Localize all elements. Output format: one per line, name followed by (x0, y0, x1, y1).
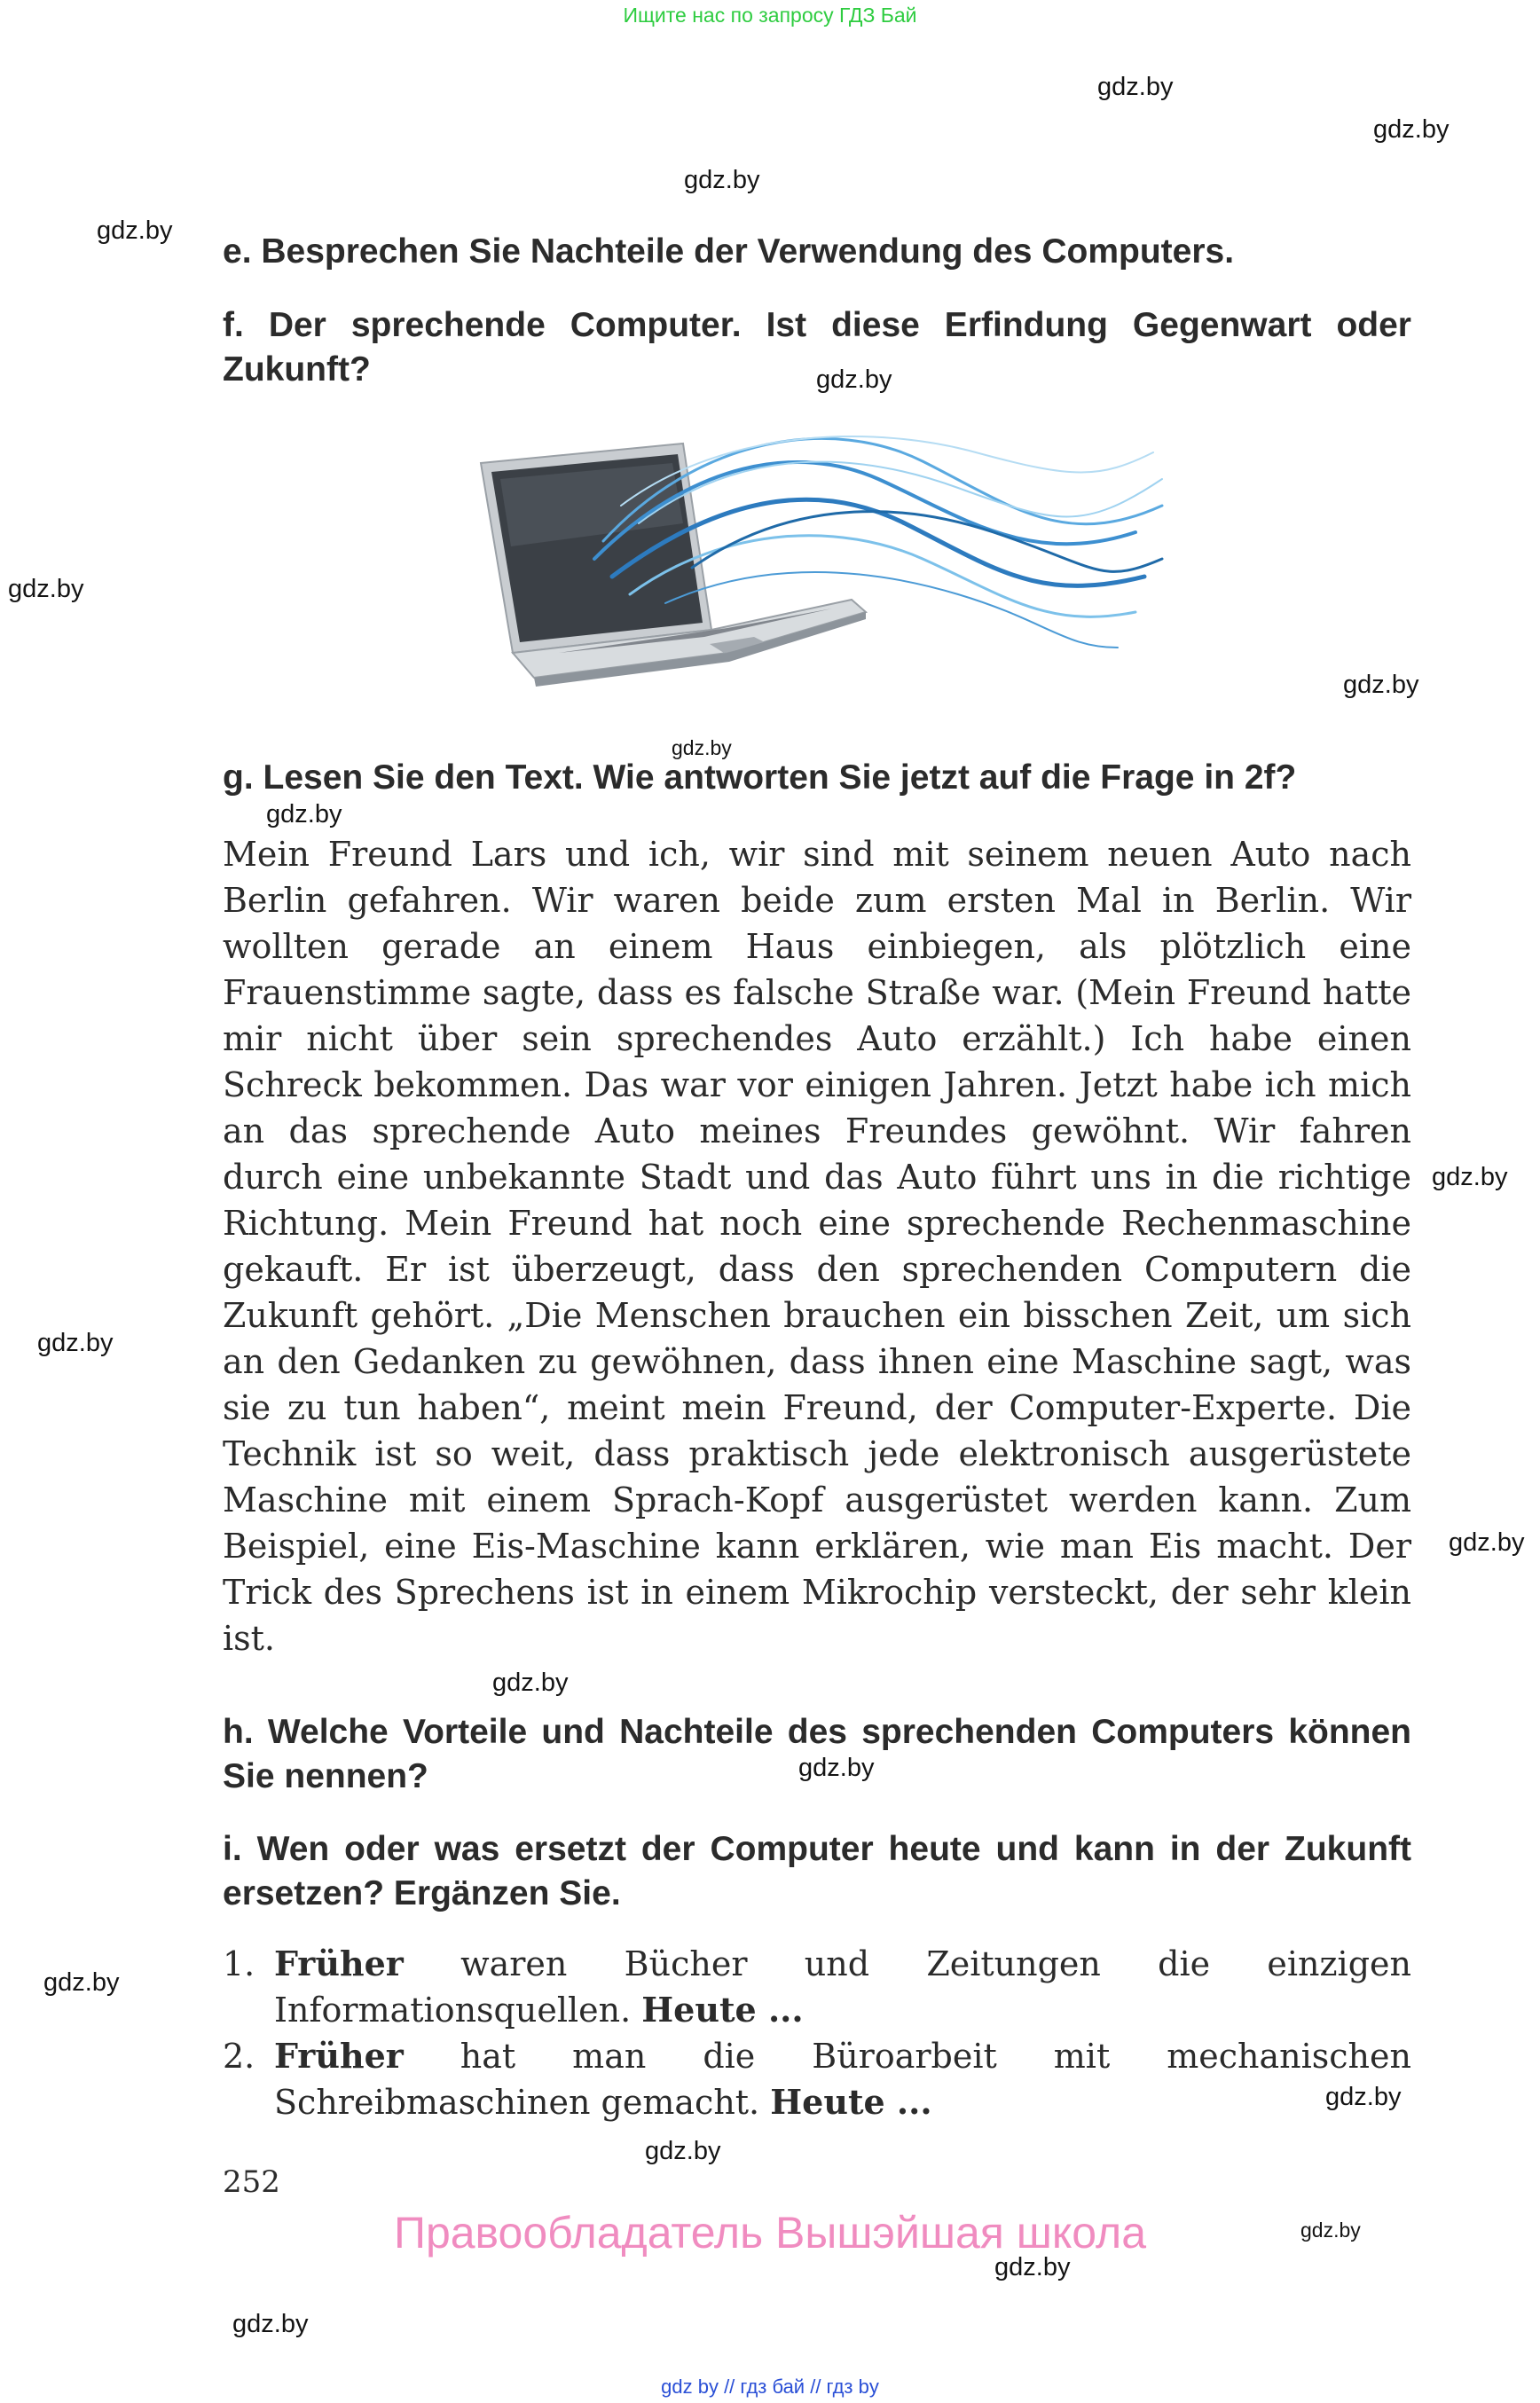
list-item (223, 2033, 1411, 2125)
watermark: gdz.by (994, 2253, 1071, 2281)
list-keyword: Heute ... (770, 2082, 932, 2122)
watermark: gdz.by (1300, 2218, 1361, 2242)
watermark: gdz.by (672, 736, 732, 759)
laptop-illustration (461, 426, 1171, 692)
list-number: 1. (223, 1944, 255, 1983)
heading-e: e. Besprechen Sie Nachteile der Verwendung des Computers. (223, 232, 1235, 271)
list-number: 2. (223, 2037, 255, 2076)
watermark: gdz.by (97, 216, 173, 245)
list-keyword: Heute ... (641, 1990, 804, 2030)
watermark: gdz.by (1097, 73, 1174, 101)
list-keyword: Früher (274, 2036, 404, 2076)
exercise-list (223, 1941, 1411, 2125)
watermark: gdz.by (37, 1329, 114, 1357)
watermark: gdz.by (1449, 1528, 1525, 1557)
watermark: gdz.by (645, 2137, 721, 2165)
copyright-notice: Правообладатель Вышэйшая школа (394, 2208, 1146, 2258)
watermark: gdz.by (1432, 1163, 1508, 1191)
heading-f: f. Der sprechende Computer. Ist diese Erfindung Gegenwart oder Zukunft? (223, 306, 1411, 389)
top-link[interactable]: Ищите нас по запросу ГДЗ Бай (623, 4, 917, 27)
footer-links[interactable]: gdz by // гдз бай // гдз by (661, 2376, 879, 2398)
watermark: gdz.by (1373, 115, 1450, 144)
watermark: gdz.by (798, 1754, 875, 1782)
list-keyword: Früher (274, 1944, 404, 1983)
reading-text: Mein Freund Lars und ich, wir sind mit seinem neuen Auto nach Berlin gefahren. Wir waren beide zum ersten Mal in Berlin. Wir wollten gerade an einem Haus einbiegen, als plötzlich eine Frauenstimme sagte, dass es falsche Straße war. (Mein Freund hatte mir nicht über sein sprechendes Auto erzählt.) Ich habe einen Schreck bekommen. Das war vor einigen Jahren. Jetzt habe ich mich an das sprechende Auto meines Freundes gewöhnt. Wir fahren durch eine unbekannte Stadt und das Auto führt uns in die richtige Richtung. Mein Freund hat noch eine sprechende Rechenmaschine gekauft. Er ist überzeugt, dass den sprechenden Computern die Zukunft gehört. „Die Menschen brauchen ein bisschen Zeit, um sich an den Gedanken zu gewöhnen, dass ihnen eine Maschine sagt, was sie zu tun haben“, meint mein Freund, der Computer-Experte. Die Technik ist so weit, dass praktisch jede elektronisch ausgerüstete Maschine mit einem Sprach-Kopf ausgerüstet werden kann. Zum Beispiel, eine Eis-Maschine kann erklären, wie man Eis macht. Der Trick des Sprechens ist in einem Mikrochip versteckt, der sehr klein ist. (223, 835, 1411, 1658)
watermark: gdz.by (492, 1669, 569, 1697)
watermark: gdz.by (43, 1968, 120, 1997)
list-text: waren Bücher und Zeitungen die einzigen Informationsquellen. (274, 1944, 1411, 2030)
watermark: gdz.by (684, 166, 760, 194)
list-item (223, 1941, 1411, 2033)
page-number: 252 (223, 2164, 280, 2200)
heading-h: h. Welche Vorteile und Nachteile des sprechenden Computers können Sie nennen? (223, 1713, 1411, 1795)
watermark: gdz.by (1343, 671, 1419, 699)
heading-g: g. Lesen Sie den Text. Wie antworten Sie jetzt auf die Frage in 2f? (223, 758, 1297, 797)
heading-i: i. Wen oder was ersetzt der Computer heute und kann in der Zukunft ersetzen? Ergänzen Sie. (223, 1830, 1411, 1912)
list-text: hat man die Büroarbeit mit mechanischen Schreibmaschinen gemacht. (274, 2037, 1411, 2122)
watermark: gdz.by (232, 2310, 309, 2338)
watermark: gdz.by (8, 575, 84, 603)
watermark: gdz.by (1325, 2083, 1402, 2111)
watermark: gdz.by (266, 800, 342, 828)
watermark: gdz.by (816, 365, 892, 394)
